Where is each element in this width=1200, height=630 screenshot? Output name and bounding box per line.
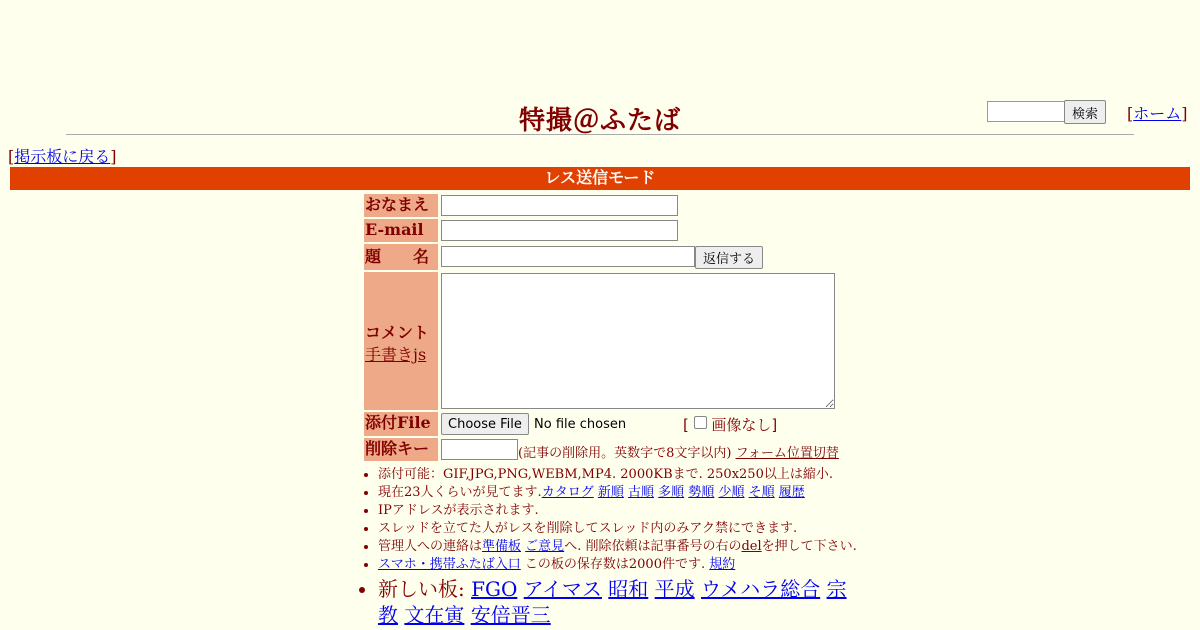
new-board-link[interactable]: 宗教: [378, 577, 847, 627]
del-link[interactable]: del: [741, 539, 762, 554]
back-to-board-link[interactable]: 掲示板に戻る: [14, 147, 111, 166]
sort-other-link[interactable]: そ順: [748, 485, 775, 500]
history-link[interactable]: 履歴: [778, 485, 805, 500]
info-attachments: • 添付可能：GIF,JPG,PNG,WEBM,MP4. 2000KBまで. 250x250以上は縮小.: [378, 466, 864, 484]
subject-label: 題 名: [364, 244, 438, 270]
sort-few-link[interactable]: 少順: [718, 485, 745, 500]
comment-textarea[interactable]: [441, 273, 835, 409]
new-board-link[interactable]: 安倍晋三: [470, 603, 551, 627]
board-info: [364, 466, 864, 628]
new-board-link[interactable]: ウメハラ総合: [701, 577, 821, 601]
name-input[interactable]: [441, 195, 678, 216]
comment-label: コメント: [365, 323, 430, 342]
form-position-toggle-link[interactable]: フォーム位置切替: [735, 446, 839, 461]
prep-board-link[interactable]: 準備板: [482, 539, 522, 554]
new-board-link[interactable]: アイマス: [523, 577, 602, 601]
terms-link[interactable]: 規約: [709, 557, 736, 572]
title-divider: [66, 134, 1134, 135]
home-link[interactable]: ホーム: [1133, 104, 1182, 123]
email-label: E-mail: [364, 219, 438, 242]
sort-new-link[interactable]: 新順: [597, 485, 624, 500]
info-new-boards: • 新しい板: FGO アイマス 昭和 平成 ウメハラ総合 宗教 文在寅 安倍晋三: [378, 576, 864, 628]
sort-old-link[interactable]: 古順: [628, 485, 655, 500]
new-board-link[interactable]: 昭和: [608, 577, 649, 601]
sort-momentum-link[interactable]: 勢順: [688, 485, 715, 500]
info-thread-ban: • スレッドを立てた人がレスを削除してスレッド内のみアク禁にできます.: [378, 520, 864, 538]
no-image-label: 画像なし: [711, 416, 772, 434]
home-link-wrap: [ホーム]: [1127, 104, 1188, 123]
tegaki-js-link[interactable]: 手書きjs: [365, 345, 427, 364]
sort-many-link[interactable]: 多順: [658, 485, 685, 500]
search-button[interactable]: 検索: [1064, 100, 1106, 124]
catalog-link[interactable]: カタログ: [541, 485, 594, 500]
new-board-link[interactable]: 平成: [654, 577, 695, 601]
submit-reply-button[interactable]: 返信する: [695, 246, 763, 269]
email-input[interactable]: [441, 220, 678, 241]
info-ip: • IPアドレスが表示されます.: [378, 502, 864, 520]
delete-key-note: (記事の削除用。英数字で8文字以内): [518, 446, 732, 461]
delete-key-label: 削除キー: [364, 438, 438, 461]
no-image-option: [ 画像なし]: [683, 416, 778, 434]
info-contact: • 管理人への連絡は準備板 ご意見へ. 削除依頼は記事番号の右のdelを押して下さい.: [378, 538, 864, 556]
delete-key-input[interactable]: [441, 439, 518, 460]
subject-input[interactable]: [441, 246, 695, 267]
reply-mode-banner: レス送信モード: [10, 167, 1190, 190]
no-image-checkbox[interactable]: [694, 416, 707, 429]
search-input[interactable]: [987, 101, 1067, 122]
comment-label-cell: [364, 272, 438, 410]
name-label: おなまえ: [364, 194, 438, 217]
mobile-entry-link[interactable]: スマホ・携帯ふたば入口: [378, 557, 521, 572]
file-label: 添付File: [364, 412, 438, 436]
no-file-chosen-text: No file chosen: [534, 416, 627, 432]
choose-file-button[interactable]: Choose File: [441, 413, 529, 435]
info-mobile: • スマホ・携帯ふたば入口 この板の保存数は2000件です. 規約: [378, 556, 864, 574]
delete-key-note-wrap: [518, 442, 839, 461]
board-title: 特撮＠ふたば: [518, 106, 681, 136]
info-viewers: • 現在23人くらいが見てます.カタログ 新順 古順 多順 勢順 少順 そ順 履歴: [378, 484, 864, 502]
new-board-link[interactable]: 文在寅: [404, 603, 465, 627]
back-link-wrap: [掲示板に戻る]: [8, 147, 117, 166]
new-board-link[interactable]: FGO: [471, 577, 518, 601]
feedback-link[interactable]: ご意見: [525, 539, 565, 554]
file-picker: [441, 413, 626, 435]
